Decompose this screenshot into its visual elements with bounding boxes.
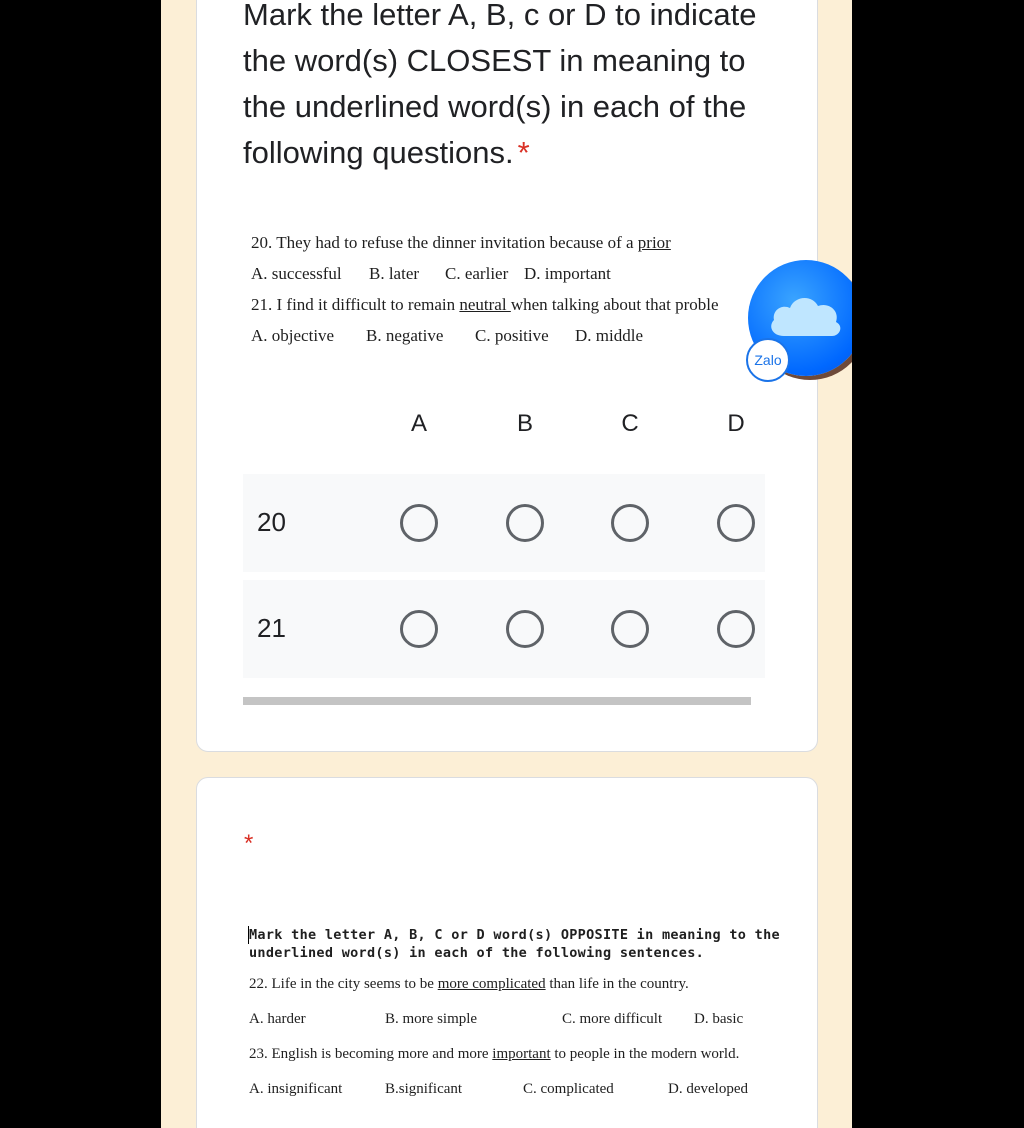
zalo-label: Zalo [746, 338, 790, 382]
q23-option-a: A. insignificant [249, 1081, 343, 1097]
q21-suffix: when talking about that proble [510, 295, 719, 314]
radio-21-c[interactable] [611, 610, 649, 648]
q22-option-a: A. harder [249, 1011, 306, 1027]
q23-option-c: C. complicated [523, 1081, 614, 1097]
row-label-21: 21 [257, 613, 286, 643]
radio-20-c[interactable] [611, 504, 649, 542]
column-header-c: C [621, 410, 639, 437]
q21-option-d: D. middle [575, 326, 643, 345]
q23-prefix: 23. English is becoming more and more [249, 1046, 493, 1062]
question-22-text [249, 976, 689, 993]
cloud-icon [766, 290, 846, 340]
q20-option-d: D. important [524, 264, 611, 283]
q22-underlined-word: more complicated [437, 976, 546, 992]
row-label-20: 20 [257, 507, 286, 537]
column-header-d: D [727, 410, 745, 437]
q23-option-b: B.significant [385, 1081, 463, 1097]
horizontal-scrollbar[interactable] [243, 697, 751, 705]
q20-option-c: C. earlier [445, 264, 509, 283]
column-header-b: B [516, 410, 533, 437]
q22-suffix: than life in the country. [545, 976, 689, 992]
radio-21-d[interactable] [717, 610, 755, 648]
grid-row-20 [243, 474, 765, 572]
column-header-a: A [410, 410, 427, 437]
radio-20-b[interactable] [506, 504, 544, 542]
q23-suffix: to people in the modern world. [550, 1046, 740, 1062]
q20-prefix: 20. They had to refuse the dinner invitation because of a [251, 233, 638, 252]
q21-option-c: C. positive [475, 326, 549, 345]
zalo-floating-button[interactable] [744, 258, 852, 382]
question-title [243, 0, 788, 176]
required-asterisk: * [517, 135, 530, 170]
q22-option-c: C. more difficult [562, 1011, 663, 1027]
q23-underlined-word: important [492, 1046, 551, 1062]
q20-option-a: A. successful [251, 264, 342, 283]
instruction-line-2: underlined word(s) in each of the following sentences. [249, 945, 705, 961]
q21-option-a: A. objective [251, 326, 335, 345]
required-asterisk-2: * [244, 830, 254, 857]
radio-20-d[interactable] [717, 504, 755, 542]
q22-option-b: B. more simple [385, 1011, 478, 1027]
q20-underlined-word: prior [637, 233, 671, 252]
q20-option-b: B. later [369, 264, 420, 283]
question-title-text: Mark the letter A, B, c or D to indicate the word(s) CLOSEST in meaning to the underlined word(s) in each of the following questions. [243, 0, 757, 170]
question-20-text [251, 233, 671, 253]
instruction-line-1: Mark the letter A, B, C or D word(s) OPPOSITE in meaning to the [249, 927, 780, 943]
q21-prefix: 21. I find it difficult to remain [251, 295, 460, 314]
radio-21-a[interactable] [400, 610, 438, 648]
q22-prefix: 22. Life in the city seems to be [249, 976, 438, 992]
radio-20-a[interactable] [400, 504, 438, 542]
grid-row-21 [243, 580, 765, 678]
radio-21-b[interactable] [506, 610, 544, 648]
q23-option-d: D. developed [668, 1081, 748, 1097]
q21-underlined-word: neutral [459, 295, 511, 314]
question-21-text [251, 295, 719, 315]
q21-option-b: B. negative [366, 326, 444, 345]
question-23-text [249, 1046, 739, 1063]
q22-option-d: D. basic [694, 1011, 744, 1027]
